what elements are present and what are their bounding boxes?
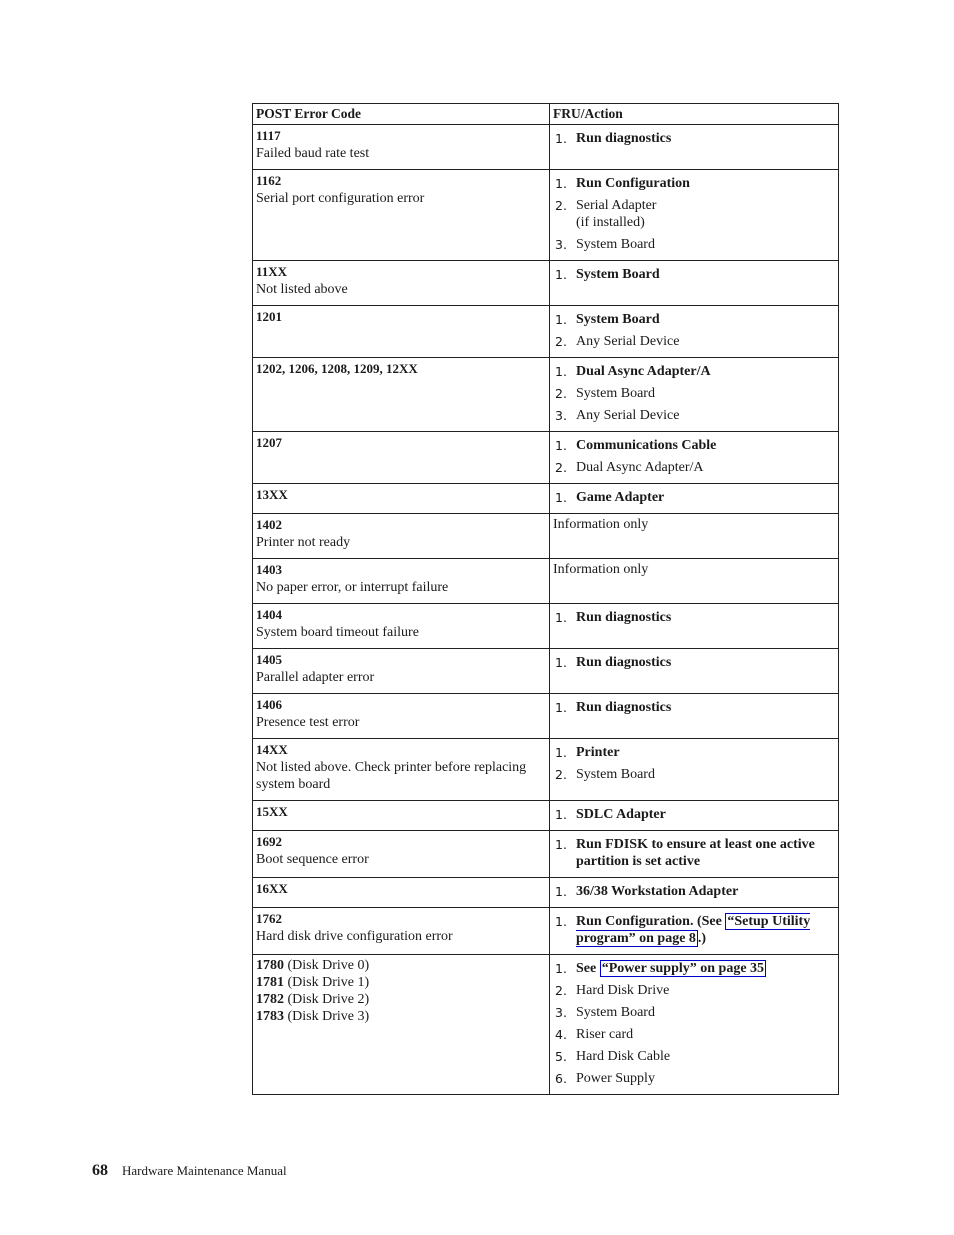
error-description: Hard disk drive configuration error: [256, 929, 453, 944]
table-row: [253, 801, 839, 831]
fru-text: Any Serial Device: [576, 408, 680, 423]
fru-list: [553, 806, 835, 823]
error-code: 1201: [256, 309, 282, 324]
fru-text: Serial Adapter: [576, 198, 657, 213]
fru-item: [553, 311, 835, 328]
error-code: 1403: [256, 562, 282, 577]
fru-number: 2.: [555, 983, 567, 998]
error-code-cell: [253, 908, 550, 955]
fru-list: [553, 609, 835, 626]
error-code: 1207: [256, 435, 282, 450]
fru-item: [553, 197, 835, 231]
drive-code-line: [256, 957, 546, 974]
fru-list: [553, 437, 835, 476]
fru-text: SDLC Adapter: [576, 807, 666, 822]
error-code: 11XX: [256, 264, 288, 279]
fru-action-cell: [550, 649, 839, 694]
error-code: 1692: [256, 834, 282, 849]
fru-number: 1.: [555, 884, 567, 899]
table-row: [253, 649, 839, 694]
table-row: [253, 604, 839, 649]
error-description: System board timeout failure: [256, 625, 419, 640]
fru-item: [553, 437, 835, 454]
error-description: Boot sequence error: [256, 852, 369, 867]
fru-number: 1.: [555, 267, 567, 282]
fru-number: 1.: [555, 176, 567, 191]
fru-item: [553, 744, 835, 761]
fru-text: System Board: [576, 386, 655, 401]
fru-list: [553, 744, 835, 783]
header-fru-action: FRU/Action: [550, 104, 839, 125]
error-code: 1783: [256, 1009, 284, 1024]
fru-number: 3.: [555, 237, 567, 252]
fru-text: 36/38 Workstation Adapter: [576, 884, 739, 899]
error-code: 1762: [256, 911, 282, 926]
post-error-table: [252, 103, 839, 1095]
error-description: Presence test error: [256, 715, 360, 730]
fru-number: 1.: [555, 438, 567, 453]
error-description: Parallel adapter error: [256, 670, 375, 685]
fru-item: [553, 654, 835, 671]
fru-action-cell: [550, 801, 839, 831]
fru-item: [553, 699, 835, 716]
fru-number: 3.: [555, 1005, 567, 1020]
fru-number: 1.: [555, 807, 567, 822]
drive-code-line: [256, 974, 546, 991]
fru-list: [553, 489, 835, 506]
fru-number: 4.: [555, 1027, 567, 1042]
fru-text: System Board: [576, 312, 660, 327]
fru-action-cell: [550, 514, 839, 559]
table-row: [253, 358, 839, 432]
fru-item: [553, 333, 835, 350]
error-code-cell: [253, 801, 550, 831]
fru-item: [553, 1026, 835, 1043]
fru-text-end: .): [697, 931, 707, 946]
fru-list: [553, 175, 835, 253]
fru-number: 1.: [555, 610, 567, 625]
table-row: [253, 125, 839, 170]
fru-action-cell: [550, 604, 839, 649]
fru-number: 5.: [555, 1049, 567, 1064]
fru-list: [553, 699, 835, 716]
fru-text: Run diagnostics: [576, 700, 672, 715]
error-description: Failed baud rate test: [256, 146, 370, 161]
fru-text: System Board: [576, 267, 660, 282]
fru-item: [553, 175, 835, 192]
fru-action-cell: [550, 432, 839, 484]
fru-action-cell: [550, 955, 839, 1095]
drive-label: (Disk Drive 3): [287, 1009, 370, 1024]
info-text: Information only: [553, 517, 649, 532]
error-code-cell: [253, 649, 550, 694]
fru-action-cell: [550, 358, 839, 432]
fru-item: [553, 609, 835, 626]
fru-action-cell: [550, 484, 839, 514]
error-code-cell: [253, 484, 550, 514]
error-code-cell: [253, 739, 550, 801]
error-code-cell: [253, 559, 550, 604]
error-code-cell: [253, 514, 550, 559]
fru-text: Run FDISK to ensure at least one active partition is set active: [576, 837, 815, 869]
error-code: 1781: [256, 975, 284, 990]
fru-text: Run Configuration: [576, 176, 690, 191]
fru-number: 1.: [555, 312, 567, 327]
fru-item: [553, 982, 835, 999]
fru-text: See: [576, 961, 600, 976]
fru-text: Communications Cable: [576, 438, 717, 453]
drive-code-line: [256, 1008, 546, 1025]
error-code: 1404: [256, 607, 282, 622]
fru-item: [553, 363, 835, 380]
fru-number: 3.: [555, 408, 567, 423]
page-footer: [92, 1162, 287, 1180]
drive-code-line: [256, 991, 546, 1008]
table-row: [253, 170, 839, 261]
table-row: [253, 878, 839, 908]
fru-item: [553, 1048, 835, 1065]
fru-action-cell: [550, 908, 839, 955]
error-description: Not listed above: [256, 282, 348, 297]
fru-text: Power Supply: [576, 1071, 655, 1086]
table-body: [253, 125, 839, 1095]
fru-text: Dual Async Adapter/A: [576, 364, 711, 379]
fru-list: [553, 654, 835, 671]
fru-text: Run diagnostics: [576, 610, 672, 625]
error-description: Serial port configuration error: [256, 191, 425, 206]
header-post-error-code: POST Error Code: [253, 104, 550, 125]
fru-item: [553, 1004, 835, 1021]
fru-number: 1.: [555, 961, 567, 976]
error-code: 1162: [256, 173, 282, 188]
table-row: [253, 831, 839, 878]
fru-number: 6.: [555, 1071, 567, 1086]
error-code: 1780: [256, 958, 284, 973]
error-code-cell: [253, 358, 550, 432]
drive-label: (Disk Drive 0): [287, 958, 370, 973]
table-row: [253, 514, 839, 559]
fru-text: Hard Disk Drive: [576, 983, 670, 998]
fru-text: Game Adapter: [576, 490, 665, 505]
drive-label: (Disk Drive 1): [287, 975, 370, 990]
table-row: [253, 306, 839, 358]
fru-number: 1.: [555, 837, 567, 852]
fru-action-cell: [550, 694, 839, 739]
fru-item: [553, 836, 835, 870]
error-code: 1405: [256, 652, 282, 667]
fru-item: [553, 385, 835, 402]
fru-item: [553, 806, 835, 823]
error-code: 1117: [256, 128, 281, 143]
drive-label: (Disk Drive 2): [287, 992, 370, 1007]
table-row: [253, 261, 839, 306]
error-description: Not listed above. Check printer before replacing system board: [256, 760, 527, 792]
table-row: [253, 739, 839, 801]
error-code-cell: [253, 261, 550, 306]
fru-number: 2.: [555, 767, 567, 782]
error-code-cell: [253, 306, 550, 358]
fru-text: Dual Async Adapter/A: [576, 460, 704, 475]
power-supply-link[interactable]: “Power supply” on page 35: [601, 961, 765, 976]
error-code: 1402: [256, 517, 282, 532]
table-header-row: [253, 104, 839, 125]
fru-number: 1.: [555, 914, 567, 929]
error-code: 16XX: [256, 881, 288, 896]
fru-item: [553, 266, 835, 283]
error-code-cell: [253, 604, 550, 649]
fru-number: 1.: [555, 131, 567, 146]
error-code: 14XX: [256, 742, 288, 757]
table-row: [253, 694, 839, 739]
fru-item: [553, 459, 835, 476]
fru-text: Riser card: [576, 1027, 634, 1042]
fru-list: [553, 311, 835, 350]
error-code-cell: [253, 878, 550, 908]
fru-number: 1.: [555, 700, 567, 715]
error-code: 1202, 1206, 1208, 1209, 12XX: [256, 361, 418, 376]
fru-list: [553, 130, 835, 147]
fru-list: [553, 883, 835, 900]
fru-list: [553, 266, 835, 283]
fru-item: [553, 489, 835, 506]
table-row: [253, 955, 839, 1095]
error-code-cell: [253, 955, 550, 1095]
fru-text: System Board: [576, 237, 655, 252]
fru-action-cell: [550, 559, 839, 604]
error-code-cell: [253, 125, 550, 170]
fru-item: [553, 407, 835, 424]
fru-action-cell: [550, 170, 839, 261]
fru-action-cell: [550, 306, 839, 358]
fru-list: [553, 363, 835, 424]
fru-text: System Board: [576, 767, 655, 782]
fru-number: 2.: [555, 334, 567, 349]
fru-text-note: (if installed): [576, 215, 645, 230]
fru-list: [553, 960, 835, 1087]
fru-text: Printer: [576, 745, 620, 760]
fru-number: 1.: [555, 745, 567, 760]
fru-item: [553, 766, 835, 783]
fru-text: Any Serial Device: [576, 334, 680, 349]
setup-utility-link[interactable]: “Setup Utility program” on page 8: [576, 914, 811, 946]
table-row: [253, 559, 839, 604]
fru-action-cell: [550, 831, 839, 878]
table-row: [253, 908, 839, 955]
fru-item: [553, 236, 835, 253]
error-code: 15XX: [256, 804, 288, 819]
error-description: No paper error, or interrupt failure: [256, 580, 449, 595]
error-code-cell: [253, 432, 550, 484]
error-code: 1406: [256, 697, 282, 712]
table-row: [253, 432, 839, 484]
fru-text: Run diagnostics: [576, 655, 672, 670]
error-code-cell: [253, 694, 550, 739]
table-row: [253, 484, 839, 514]
fru-item: [553, 130, 835, 147]
page-number: 68: [92, 1162, 108, 1179]
fru-text: Hard Disk Cable: [576, 1049, 671, 1064]
error-code: 13XX: [256, 487, 288, 502]
fru-action-cell: [550, 878, 839, 908]
fru-number: 2.: [555, 386, 567, 401]
fru-number: 2.: [555, 460, 567, 475]
info-text: Information only: [553, 562, 649, 577]
fru-text: Run diagnostics: [576, 131, 672, 146]
fru-number: 1.: [555, 364, 567, 379]
fru-action-cell: [550, 261, 839, 306]
fru-item: [553, 960, 835, 977]
error-description: Printer not ready: [256, 535, 351, 550]
fru-number: 1.: [555, 490, 567, 505]
fru-number: 1.: [555, 655, 567, 670]
error-code: 1782: [256, 992, 284, 1007]
fru-item: [553, 913, 835, 947]
fru-number: 2.: [555, 198, 567, 213]
fru-action-cell: [550, 125, 839, 170]
fru-item: [553, 1070, 835, 1087]
fru-text: Run Configuration. (See: [576, 914, 726, 929]
error-code-cell: [253, 831, 550, 878]
fru-item: [553, 883, 835, 900]
manual-title: Hardware Maintenance Manual: [122, 1163, 287, 1178]
fru-list: [553, 913, 835, 947]
error-code-cell: [253, 170, 550, 261]
fru-list: [553, 836, 835, 870]
fru-text: System Board: [576, 1005, 655, 1020]
fru-action-cell: [550, 739, 839, 801]
